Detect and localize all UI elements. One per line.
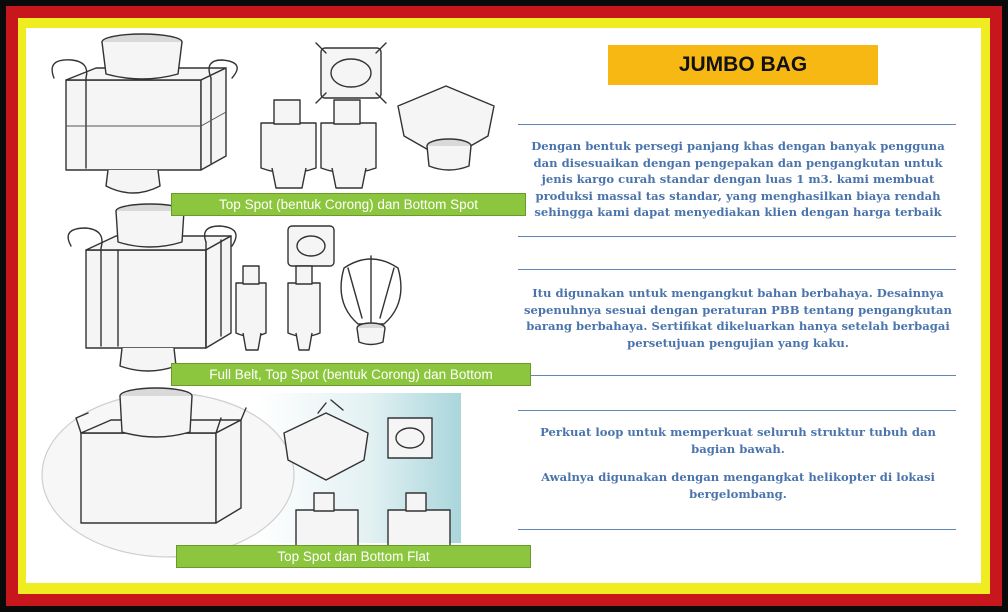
content-panel	[26, 28, 981, 583]
divider-1-bottom	[518, 236, 956, 237]
description-3a-text: Perkuat loop untuk memperkuat seluruh struktur tubuh dan bagian bawah.	[540, 425, 936, 456]
divider-3-bottom	[518, 529, 956, 530]
bag-full-belt-drawing	[68, 204, 236, 371]
divider-1-top	[518, 124, 956, 125]
description-block-1	[522, 138, 954, 221]
row2-detail-diagrams	[236, 226, 401, 350]
page-title: JUMBO BAG	[608, 45, 878, 85]
caption-row-3: Top Spot dan Bottom Flat	[176, 545, 531, 568]
caption-row-1: Top Spot (bentuk Corong) dan Bottom Spot	[171, 193, 526, 216]
description-2-text: Itu digunakan untuk mengangkut bahan berbahaya. Desainnya sepenuhnya sesuai dengan peraturan PBB tentang pengangkutan barang berbahaya. Sertifikat dikeluarkan hanya setelah berbagai persetujuan pengujian yang kaku.	[524, 286, 952, 350]
description-1-text: Dengan bentuk persegi panjang khas dengan banyak pengguna dan disesuaikan dengan pengepakan dan pengangkutan untuk jenis kargo curah standar dengan luas 1 m3. kami membuat produksi massal tas standar, yang menghasilkan biaya rendah sehingga kami dapat menyediakan klien dengan harga terbaik	[531, 139, 945, 219]
description-block-3	[522, 424, 954, 502]
divider-2-top	[518, 269, 956, 270]
divider-3-top	[518, 410, 956, 411]
description-block-2	[522, 285, 954, 351]
caption-row-2: Full Belt, Top Spot (bentuk Corong) dan Bottom	[171, 363, 531, 386]
bag-top-spot-bottom-spot-drawing	[52, 34, 237, 193]
row1-detail-diagrams	[261, 43, 494, 188]
description-3b-text: Awalnya digunakan dengan mengangkat helikopter di lokasi bergelombang.	[541, 470, 935, 501]
divider-2-bottom	[518, 375, 956, 376]
